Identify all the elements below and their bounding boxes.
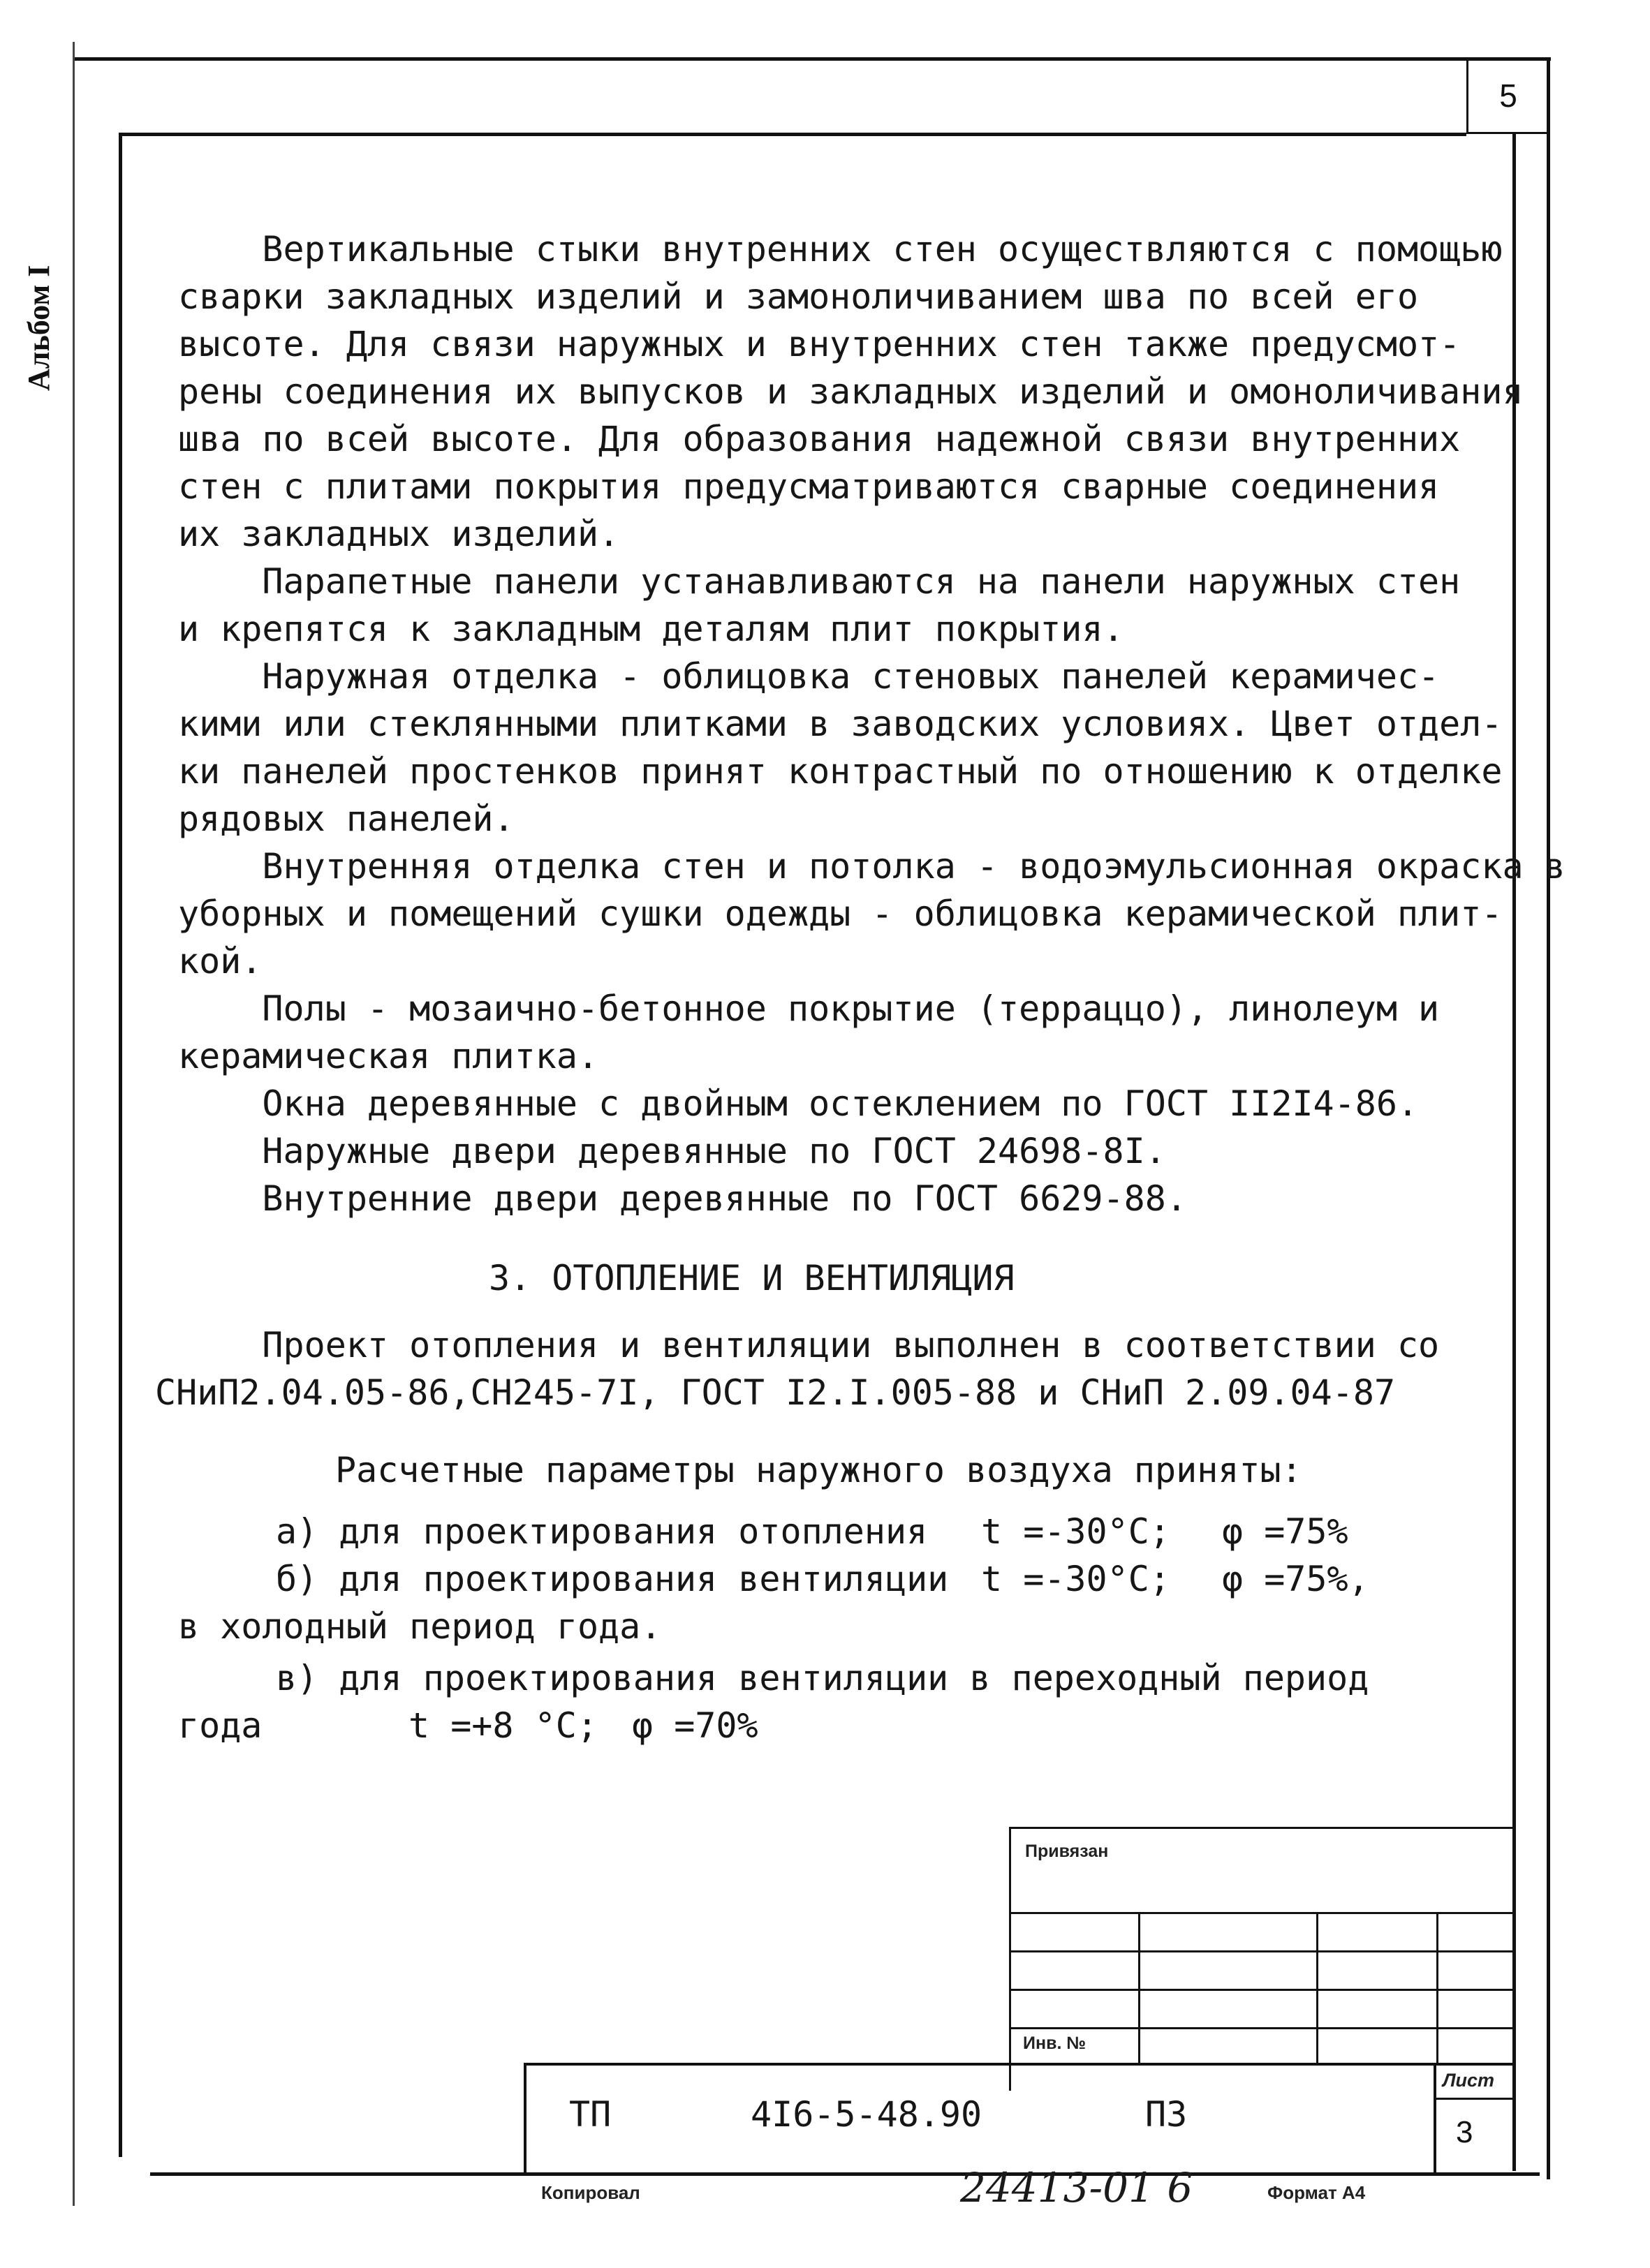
top-border-line — [73, 57, 1551, 61]
p1-line-6: стен с плитами покрытия предусматриваются сварные соединения — [178, 466, 1440, 507]
title-block-left — [524, 2063, 526, 2174]
doc-series: ТП — [569, 2094, 612, 2135]
p3-line-4: рядовых панелей. — [178, 799, 515, 839]
p8-interior-doors: Внутренние двери деревянные по ГОСТ 6629-88. — [178, 1178, 1187, 1219]
title-block-top — [524, 2063, 1515, 2066]
format-label: Формат А4 — [1267, 2182, 1366, 2203]
p2-line-1: Парапетные панели устанавливаются на панели наружных стен — [178, 561, 1461, 602]
linked-label: Привязан — [1025, 1841, 1109, 1861]
p1-line-4: рены соединения их выпусков и закладных изделий и омоноличивания — [178, 371, 1524, 412]
params-title: Расчетные параметры наружного воздуха приняты: — [335, 1450, 1302, 1490]
p5-line-2: керамическая плитка. — [178, 1036, 599, 1076]
sheet-number: 3 — [1456, 2115, 1473, 2149]
outer-left-margin-line — [73, 42, 75, 2206]
doc-number: 4I6-5-48.90 — [751, 2094, 982, 2135]
p2-line-2: и крепятся к закладным деталям плит покрытия. — [178, 609, 1124, 649]
p4-line-3: кой. — [178, 941, 263, 981]
sheet-label: Лист — [1443, 2070, 1495, 2091]
linked-block — [1009, 1827, 1516, 1914]
inner-top-border-line — [119, 133, 1466, 136]
param-b-label: б) для проектирования вентиляции — [276, 1559, 949, 1599]
section-intro-line-1: Проект отопления и вентиляции выполнен в соответствии со — [178, 1325, 1440, 1365]
p1-line-3: высоте. Для связи наружных и внутренних стен также предусмот- — [178, 324, 1461, 364]
bottom-border-line — [150, 2172, 1540, 2176]
param-c-tail: года — [178, 1705, 263, 1746]
page-number-box — [1466, 57, 1550, 134]
p4-line-1: Внутренняя отделка стен и потолка - водоэмульсионная окраска в — [178, 846, 1566, 887]
param-b-temperature: t =-30°С; — [981, 1559, 1170, 1599]
left-border-line — [119, 133, 122, 2157]
p7-exterior-doors: Наружные двери деревянные по ГОСТ 24698-8I. — [178, 1131, 1166, 1171]
param-b-humidity: φ =75%, — [1222, 1559, 1369, 1599]
param-c-humidity: φ =70% — [632, 1705, 758, 1746]
outer-right-border-line — [1547, 57, 1550, 2179]
page-number: 5 — [1499, 77, 1517, 114]
archive-number: 24413-01 6 — [960, 2164, 1193, 2211]
param-a-label: а) для проектирования отопления — [276, 1511, 928, 1552]
p5-line-1: Полы - мозаично-бетонное покрытие (терраццо), линолеум и — [178, 988, 1440, 1029]
p1-line-7: их закладных изделий. — [178, 514, 620, 554]
p3-line-3: ки панелей простенков принят контрастный по отношению к отделке — [178, 751, 1503, 792]
param-c-label: в) для проектирования вентиляции в переходный период — [276, 1658, 1369, 1698]
p6-windows: Окна деревянные с двойным остеклением по ГОСТ II2I4-86. — [178, 1083, 1419, 1124]
p1-line-2: сварки закладных изделий и замоноличиванием шва по всей его — [178, 276, 1419, 317]
doc-type: ПЗ — [1145, 2094, 1188, 2135]
param-c-temperature: t =+8 °С; — [408, 1705, 598, 1746]
p3-line-2: кими или стеклянными плитками в заводских условиях. Цвет отдел- — [178, 704, 1503, 744]
copied-label: Копировал — [541, 2182, 640, 2203]
section-intro-line-2: СНиП2.04.05-86,СН245-7I, ГОСТ I2.I.005-88 и СНиП 2.09.04-87 — [155, 1372, 1396, 1413]
param-a-temperature: t =-30°С; — [981, 1511, 1170, 1552]
p4-line-2: уборных и помещений сушки одежды - облицовка керамической плит- — [178, 894, 1503, 934]
section-heading: 3. ОТОПЛЕНИЕ И ВЕНТИЛЯЦИЯ — [489, 1258, 1015, 1298]
sheet-cell-left — [1434, 2063, 1436, 2174]
param-b-tail: в холодный период года. — [178, 1606, 662, 1647]
inv-label: Инв. № — [1023, 2033, 1087, 2053]
param-a-humidity: φ =75% — [1222, 1511, 1348, 1552]
p1-line-1: Вертикальные стыки внутренних стен осуществляются с помощью — [178, 229, 1503, 269]
p3-line-1: Наружная отделка - облицовка стеновых панелей керамичес- — [178, 656, 1440, 697]
sheet-cell-divider — [1434, 2098, 1514, 2100]
album-label: Альбом I — [22, 265, 56, 391]
p1-line-5: шва по всей высоте. Для образования надежной связи внутренних — [178, 419, 1461, 459]
